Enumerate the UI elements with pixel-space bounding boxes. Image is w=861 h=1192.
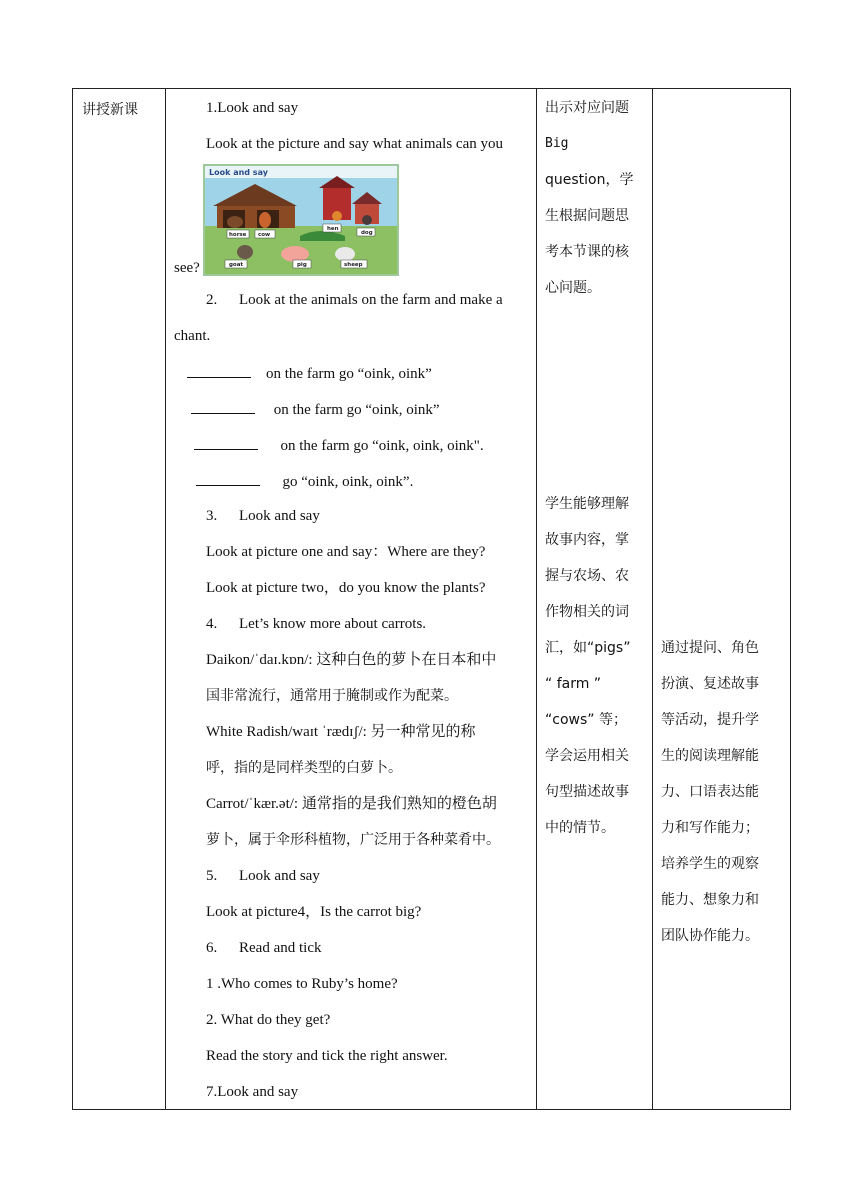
purpose-line: 考本节课的核	[545, 244, 629, 260]
farm-picture	[203, 164, 399, 276]
purpose-line: 学会运用相关	[545, 748, 629, 764]
goal-line: 力和写作能力；	[661, 820, 759, 836]
purpose-line: 故事内容，掌	[545, 532, 629, 548]
purpose-line: 心问题。	[545, 280, 601, 296]
farm-illustration	[205, 166, 397, 274]
s1-prompt: Look at the picture and say what animals can you	[206, 136, 503, 152]
chant-line-4: go “oink, oink, oink”.	[196, 471, 413, 491]
s5-num: 5.	[206, 868, 218, 884]
daikon-line-2: 国非常流行，通常用于腌制或作为配菜。	[206, 688, 458, 704]
goal-line: 生的阅读理解能	[661, 748, 759, 764]
chant-blank	[191, 399, 255, 414]
goal-line: 扮演、复述故事	[661, 676, 759, 692]
s7-title: 7.Look and say	[206, 1084, 299, 1100]
stage-label: 讲授新课	[82, 102, 138, 118]
purpose-line: 作物相关的词	[545, 604, 629, 620]
label-sheep: sheep	[344, 262, 363, 268]
purpose-line: 生根据问题思	[545, 208, 629, 224]
s6-num: 6.	[206, 940, 218, 956]
chant-line-2: on the farm go “oink, oink”	[191, 399, 440, 419]
chant-blank	[196, 471, 260, 486]
s6-q1: 1 .Who comes to Ruby’s home?	[206, 976, 398, 992]
s5-q: Look at picture4，Is the carrot big?	[206, 904, 422, 920]
s2-text: Look at the animals on the farm and make a	[239, 292, 503, 308]
purpose-line: 中的情节。	[545, 820, 615, 836]
goals-cell	[653, 89, 791, 1110]
label-cow: cow	[258, 232, 271, 238]
purpose-line: 学生能够理解	[545, 496, 629, 512]
goal-line: 力、口语表达能	[661, 784, 759, 800]
radish-line-2: 呼，指的是同样类型的白萝卜。	[206, 760, 402, 776]
goal-line: 通过提问、角色	[661, 640, 759, 656]
s3-q1: Look at picture one and say：Where are they?	[206, 544, 486, 560]
label-hen: hen	[327, 226, 339, 232]
purpose-line: 出示对应问题	[545, 100, 629, 116]
purpose-line: “ farm ”	[545, 676, 602, 692]
s3-q2: Look at picture two，do you know the plants?	[206, 580, 486, 596]
chant-line-3: on the farm go “oink, oink, oink".	[194, 435, 484, 455]
label-pig: pig	[297, 262, 307, 268]
s4-num: 4.	[206, 616, 218, 632]
label-horse: horse	[229, 232, 247, 238]
picture-header: Look and say	[209, 168, 268, 177]
carrot-line-2: 萝卜，属于伞形科植物，广泛用于各种菜肴中。	[206, 832, 500, 848]
s2-text-end: chant.	[174, 328, 211, 344]
chant-blank	[187, 363, 251, 378]
s6-q2: 2. What do they get?	[206, 1012, 331, 1028]
s6-instruction: Read the story and tick the right answer.	[206, 1048, 448, 1064]
daikon-line-1: Daikon/ˈdaɪ.kɒn/: 这种白色的萝卜在日本和中	[206, 652, 497, 668]
goal-line: 等活动，提升学	[661, 712, 759, 728]
s6-title: Read and tick	[239, 940, 322, 956]
purpose-line: Big	[545, 136, 569, 151]
stage-cell	[73, 89, 166, 1110]
s3-title: Look and say	[239, 508, 320, 524]
goal-line: 团队协作能力。	[661, 928, 759, 944]
s4-title: Let’s know more about carrots.	[239, 616, 427, 632]
purpose-cell	[537, 89, 653, 1110]
s3-num: 3.	[206, 508, 218, 524]
purpose-line: 握与农场、农	[545, 568, 629, 584]
label-goat: goat	[229, 262, 244, 268]
lesson-plan-table	[72, 88, 791, 1110]
s1-title: 1.Look and say	[206, 100, 299, 116]
purpose-line: 汇，如“pigs”	[545, 640, 631, 656]
label-dog: dog	[361, 230, 373, 236]
goal-line: 能力、想象力和	[661, 892, 759, 908]
radish-line-1: White Radish/waɪt ˈrædɪʃ/: 另一种常见的称	[206, 724, 476, 740]
purpose-line: question，学	[545, 172, 634, 188]
s1-prompt-end: see?	[174, 260, 200, 276]
content-cell	[166, 89, 537, 1110]
goal-line: 培养学生的观察	[661, 856, 759, 872]
chant-blank	[194, 435, 258, 450]
s2-num: 2.	[206, 292, 218, 308]
carrot-line-1: Carrot/ˈkær.ət/: 通常指的是我们熟知的橙色胡	[206, 796, 497, 812]
purpose-line: “cows” 等；	[545, 712, 627, 728]
chant-line-1: on the farm go “oink, oink”	[187, 363, 432, 383]
s5-title: Look and say	[239, 868, 320, 884]
purpose-line: 句型描述故事	[545, 784, 629, 800]
